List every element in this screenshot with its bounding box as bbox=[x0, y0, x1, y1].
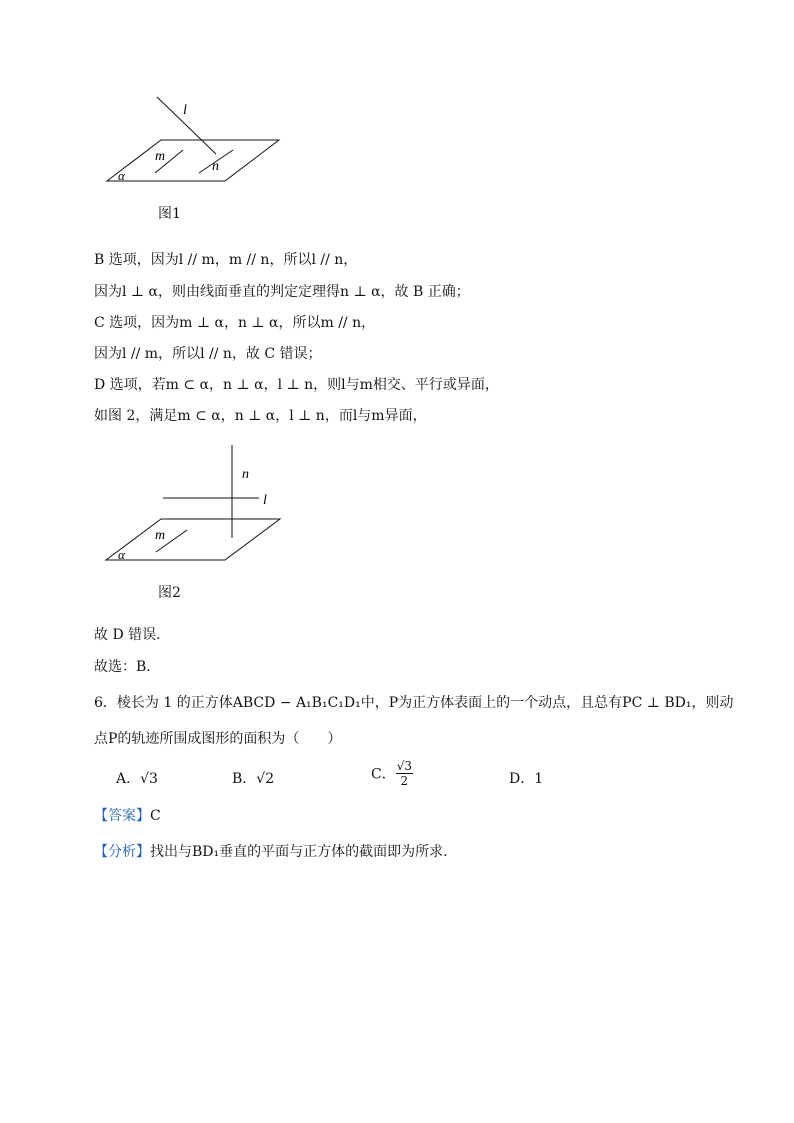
label-alpha: α bbox=[118, 168, 125, 183]
analysis-line bbox=[94, 843, 448, 861]
option-a-value: √3 bbox=[140, 771, 158, 787]
label-n-2: n bbox=[242, 467, 249, 482]
figure-1-diagram bbox=[95, 92, 295, 192]
plane-alpha bbox=[107, 140, 279, 181]
figure-2-diagram bbox=[95, 440, 295, 570]
option-b-value: √2 bbox=[256, 771, 275, 787]
analysis-text: 找出与BD₁垂直的平面与正方体的截面即为所求. bbox=[150, 844, 448, 860]
option-b bbox=[232, 768, 274, 788]
option-c bbox=[371, 759, 413, 788]
option-d-label: D． bbox=[509, 771, 535, 787]
option-d bbox=[509, 768, 543, 788]
question-6-line-2: 点P的轨迹所围成图形的面积为（ ） bbox=[94, 731, 342, 747]
question-6-line-1: 6．棱长为 1 的正方体ABCD − A₁B₁C₁D₁中，P为正方体表面上的一个动点，且总有PC ⊥ BD₁，则动 bbox=[94, 695, 734, 711]
plane-alpha-2 bbox=[106, 519, 280, 560]
text-line-8: 故选：B． bbox=[94, 659, 161, 675]
analysis-tag: 【分析】 bbox=[94, 844, 150, 860]
figure-2-caption: 图2 bbox=[158, 585, 181, 601]
option-a bbox=[116, 768, 158, 788]
text-line-7: 故 D 错误． bbox=[94, 627, 171, 643]
text-line-5: D 选项，若m ⊂ α，n ⊥ α，l ⊥ n，则l与m相交、平行或异面， bbox=[94, 377, 499, 393]
text-line-4: 因为l // m，所以l // n，故 C 错误； bbox=[94, 346, 322, 362]
option-a-label: A． bbox=[116, 771, 141, 787]
answer-tag: 【答案】 bbox=[94, 808, 150, 824]
option-d-value: 1 bbox=[534, 771, 544, 787]
option-b-label: B． bbox=[232, 771, 257, 787]
option-c-label: C． bbox=[371, 766, 396, 783]
label-m-2: m bbox=[155, 528, 166, 543]
label-l: l bbox=[183, 103, 187, 118]
answer-value: C bbox=[150, 808, 161, 824]
figure-1-caption: 图1 bbox=[158, 206, 181, 222]
label-n: n bbox=[212, 159, 219, 174]
text-line-6: 如图 2，满足m ⊂ α，n ⊥ α，l ⊥ n，而l与m异面， bbox=[94, 408, 427, 424]
text-line-3: C 选项，因为m ⊥ α，n ⊥ α，所以m // n， bbox=[94, 315, 376, 331]
text-line-2: 因为l ⊥ α，则由线面垂直的判定定理得n ⊥ α，故 B 正确； bbox=[94, 284, 470, 300]
label-alpha-2: α bbox=[118, 547, 125, 562]
label-l-2: l bbox=[263, 493, 267, 508]
answer-line bbox=[94, 807, 161, 825]
option-c-numerator: √3 bbox=[396, 759, 412, 773]
option-c-fraction bbox=[396, 759, 413, 788]
option-c-denominator: 2 bbox=[400, 774, 409, 788]
label-m: m bbox=[155, 149, 166, 164]
text-line-1: B 选项，因为l // m，m // n，所以l // n， bbox=[94, 252, 358, 268]
